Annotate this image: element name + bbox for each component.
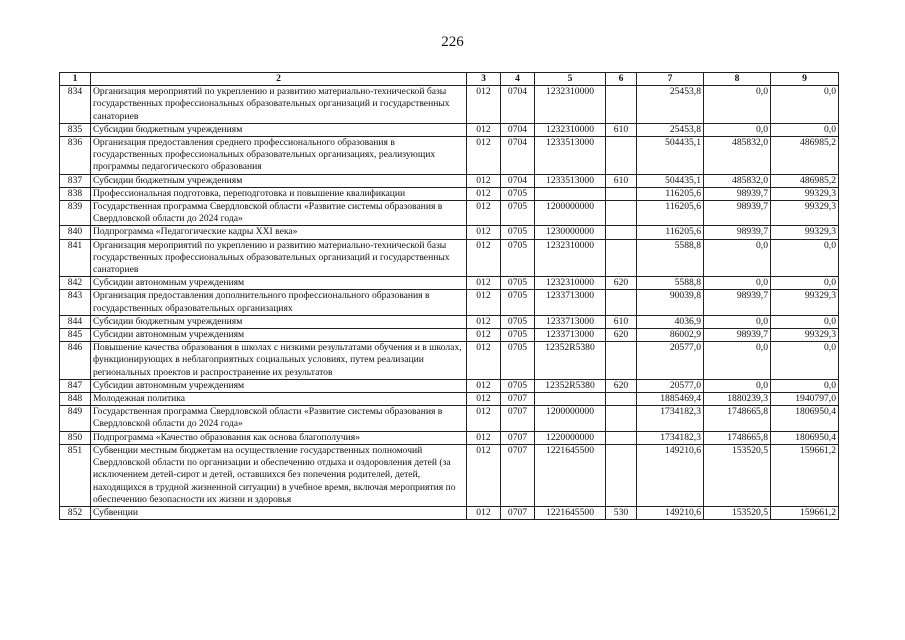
row-number-cell: 834 xyxy=(60,86,91,124)
row-number-cell: 846 xyxy=(60,342,91,380)
table-row xyxy=(60,290,839,315)
expense-type-cell xyxy=(606,187,637,200)
ministry-code-cell: 012 xyxy=(467,444,501,506)
column-header: 7 xyxy=(637,73,704,86)
amount-year1-cell: 86002,9 xyxy=(637,329,704,342)
section-code-cell: 0707 xyxy=(501,406,535,431)
ministry-code-cell: 012 xyxy=(467,315,501,328)
row-number-cell: 836 xyxy=(60,137,91,175)
amount-year3-cell: 0,0 xyxy=(771,239,839,277)
expense-type-cell xyxy=(606,137,637,175)
target-article-cell: 1200000000 xyxy=(535,201,606,226)
column-header: 9 xyxy=(771,73,839,86)
amount-year2-cell: 0,0 xyxy=(704,123,771,136)
amount-year2-cell: 1748665,8 xyxy=(704,406,771,431)
row-name-cell: Государственная программа Свердловской области «Развитие системы образования в Свердловской области до 2024 года» xyxy=(91,201,467,226)
table-body xyxy=(60,86,839,520)
amount-year1-cell: 504435,1 xyxy=(637,137,704,175)
table-row xyxy=(60,201,839,226)
ministry-code-cell: 012 xyxy=(467,342,501,380)
ministry-code-cell: 012 xyxy=(467,431,501,444)
section-code-cell: 0705 xyxy=(501,329,535,342)
amount-year2-cell: 98939,7 xyxy=(704,226,771,239)
amount-year1-cell: 504435,1 xyxy=(637,174,704,187)
row-number-cell: 851 xyxy=(60,444,91,506)
column-header: 5 xyxy=(535,73,606,86)
table-row xyxy=(60,226,839,239)
section-code-cell: 0707 xyxy=(501,506,535,519)
amount-year1-cell: 25453,8 xyxy=(637,123,704,136)
amount-year3-cell: 159661,2 xyxy=(771,506,839,519)
amount-year2-cell: 0,0 xyxy=(704,315,771,328)
table-row xyxy=(60,406,839,431)
row-name-cell: Субсидии бюджетным учреждениям xyxy=(91,315,467,328)
column-header: 6 xyxy=(606,73,637,86)
amount-year1-cell: 116205,6 xyxy=(637,226,704,239)
amount-year3-cell: 0,0 xyxy=(771,342,839,380)
row-number-cell: 844 xyxy=(60,315,91,328)
ministry-code-cell: 012 xyxy=(467,137,501,175)
section-code-cell: 0705 xyxy=(501,342,535,380)
target-article-cell: 1233513000 xyxy=(535,137,606,175)
expense-type-cell xyxy=(606,201,637,226)
expense-type-cell: 610 xyxy=(606,174,637,187)
amount-year3-cell: 486985,2 xyxy=(771,137,839,175)
ministry-code-cell: 012 xyxy=(467,329,501,342)
expense-type-cell: 610 xyxy=(606,123,637,136)
ministry-code-cell: 012 xyxy=(467,239,501,277)
target-article-cell: 1230000000 xyxy=(535,226,606,239)
amount-year2-cell: 98939,7 xyxy=(704,290,771,315)
amount-year3-cell: 1940797,0 xyxy=(771,393,839,406)
row-number-cell: 843 xyxy=(60,290,91,315)
expense-type-cell xyxy=(606,444,637,506)
amount-year3-cell: 99329,3 xyxy=(771,329,839,342)
target-article-cell: 1221645500 xyxy=(535,444,606,506)
target-article-cell: 1221645500 xyxy=(535,506,606,519)
amount-year3-cell: 0,0 xyxy=(771,379,839,392)
section-code-cell: 0707 xyxy=(501,431,535,444)
target-article-cell: 1233713000 xyxy=(535,329,606,342)
section-code-cell: 0704 xyxy=(501,123,535,136)
row-number-cell: 847 xyxy=(60,379,91,392)
column-header: 1 xyxy=(60,73,91,86)
amount-year2-cell: 153520,5 xyxy=(704,444,771,506)
target-article-cell: 1233713000 xyxy=(535,315,606,328)
section-code-cell: 0707 xyxy=(501,393,535,406)
budget-table xyxy=(59,72,839,520)
section-code-cell: 0705 xyxy=(501,277,535,290)
table-header-row xyxy=(60,73,839,86)
table-row xyxy=(60,239,839,277)
target-article-cell: 1232310000 xyxy=(535,239,606,277)
section-code-cell: 0705 xyxy=(501,315,535,328)
amount-year1-cell: 149210,6 xyxy=(637,506,704,519)
table-row xyxy=(60,315,839,328)
row-number-cell: 835 xyxy=(60,123,91,136)
row-name-cell: Организация предоставления среднего профессионального образования в государственных профессиональных образовательных организациях, реализующих программы педагогического образования xyxy=(91,137,467,175)
table-row xyxy=(60,506,839,519)
amount-year3-cell: 159661,2 xyxy=(771,444,839,506)
column-header: 3 xyxy=(467,73,501,86)
amount-year2-cell: 485832,0 xyxy=(704,137,771,175)
section-code-cell: 0705 xyxy=(501,226,535,239)
table-row xyxy=(60,329,839,342)
expense-type-cell: 610 xyxy=(606,315,637,328)
section-code-cell: 0707 xyxy=(501,444,535,506)
row-name-cell: Повышение качества образования в школах с низкими результатами обучения и в школах, функционирующих в неблагоприятных социальных условиях, путем реализации региональных проектов и распространение их результатов xyxy=(91,342,467,380)
amount-year3-cell: 486985,2 xyxy=(771,174,839,187)
amount-year1-cell: 1734182,3 xyxy=(637,406,704,431)
amount-year3-cell: 99329,3 xyxy=(771,226,839,239)
amount-year1-cell: 149210,6 xyxy=(637,444,704,506)
ministry-code-cell: 012 xyxy=(467,393,501,406)
expense-type-cell xyxy=(606,406,637,431)
amount-year2-cell: 0,0 xyxy=(704,342,771,380)
amount-year3-cell: 0,0 xyxy=(771,123,839,136)
column-header: 4 xyxy=(501,73,535,86)
target-article-cell: 1232310000 xyxy=(535,123,606,136)
table-row xyxy=(60,137,839,175)
row-name-cell: Субсидии бюджетным учреждениям xyxy=(91,174,467,187)
table-row xyxy=(60,431,839,444)
expense-type-cell xyxy=(606,342,637,380)
row-number-cell: 837 xyxy=(60,174,91,187)
row-name-cell: Подпрограмма «Качество образования как основа благополучия» xyxy=(91,431,467,444)
table-row xyxy=(60,174,839,187)
amount-year2-cell: 0,0 xyxy=(704,379,771,392)
row-name-cell: Субсидии бюджетным учреждениям xyxy=(91,123,467,136)
row-number-cell: 849 xyxy=(60,406,91,431)
table-row xyxy=(60,393,839,406)
amount-year2-cell: 1748665,8 xyxy=(704,431,771,444)
amount-year3-cell: 0,0 xyxy=(771,277,839,290)
expense-type-cell xyxy=(606,239,637,277)
page-number: 226 xyxy=(441,34,464,50)
amount-year1-cell: 1885469,4 xyxy=(637,393,704,406)
amount-year3-cell: 99329,3 xyxy=(771,201,839,226)
amount-year2-cell: 98939,7 xyxy=(704,187,771,200)
table-row xyxy=(60,342,839,380)
row-number-cell: 838 xyxy=(60,187,91,200)
row-number-cell: 839 xyxy=(60,201,91,226)
column-header: 2 xyxy=(91,73,467,86)
row-number-cell: 840 xyxy=(60,226,91,239)
amount-year3-cell: 0,0 xyxy=(771,315,839,328)
amount-year2-cell: 98939,7 xyxy=(704,201,771,226)
expense-type-cell: 620 xyxy=(606,277,637,290)
target-article-cell: 1232310000 xyxy=(535,86,606,124)
table-row xyxy=(60,379,839,392)
amount-year1-cell: 5588,8 xyxy=(637,239,704,277)
row-name-cell: Профессиональная подготовка, переподготовка и повышение квалификации xyxy=(91,187,467,200)
row-number-cell: 852 xyxy=(60,506,91,519)
target-article-cell: 1233713000 xyxy=(535,290,606,315)
target-article-cell: 1232310000 xyxy=(535,277,606,290)
row-name-cell: Субсидии автономным учреждениям xyxy=(91,277,467,290)
table-row xyxy=(60,123,839,136)
ministry-code-cell: 012 xyxy=(467,123,501,136)
row-number-cell: 842 xyxy=(60,277,91,290)
expense-type-cell xyxy=(606,393,637,406)
row-number-cell: 848 xyxy=(60,393,91,406)
amount-year2-cell: 1880239,3 xyxy=(704,393,771,406)
section-code-cell: 0705 xyxy=(501,379,535,392)
expense-type-cell xyxy=(606,86,637,124)
row-name-cell: Организация мероприятий по укреплению и развитию материально-технической базы государственных профессиональных образовательных организаций и государственных санаториев xyxy=(91,86,467,124)
section-code-cell: 0704 xyxy=(501,137,535,175)
row-name-cell: Субвенции xyxy=(91,506,467,519)
table-row xyxy=(60,444,839,506)
amount-year3-cell: 0,0 xyxy=(771,86,839,124)
target-article-cell: 1220000000 xyxy=(535,431,606,444)
amount-year2-cell: 0,0 xyxy=(704,239,771,277)
row-name-cell: Подпрограмма «Педагогические кадры XXI века» xyxy=(91,226,467,239)
row-name-cell: Организация мероприятий по укреплению и развитию материально-технической базы государственных профессиональных образовательных организаций и государственных санаториев xyxy=(91,239,467,277)
expense-type-cell: 530 xyxy=(606,506,637,519)
target-article-cell xyxy=(535,187,606,200)
row-number-cell: 850 xyxy=(60,431,91,444)
table-row xyxy=(60,86,839,124)
target-article-cell: 12352R5380 xyxy=(535,342,606,380)
section-code-cell: 0705 xyxy=(501,239,535,277)
amount-year1-cell: 4036,9 xyxy=(637,315,704,328)
ministry-code-cell: 012 xyxy=(467,174,501,187)
column-header: 8 xyxy=(704,73,771,86)
ministry-code-cell: 012 xyxy=(467,277,501,290)
ministry-code-cell: 012 xyxy=(467,86,501,124)
target-article-cell: 1200000000 xyxy=(535,406,606,431)
ministry-code-cell: 012 xyxy=(467,506,501,519)
amount-year2-cell: 98939,7 xyxy=(704,329,771,342)
amount-year1-cell: 20577,0 xyxy=(637,342,704,380)
row-name-cell: Субсидии автономным учреждениям xyxy=(91,379,467,392)
amount-year2-cell: 0,0 xyxy=(704,86,771,124)
expense-type-cell xyxy=(606,226,637,239)
amount-year2-cell: 485832,0 xyxy=(704,174,771,187)
amount-year1-cell: 116205,6 xyxy=(637,187,704,200)
expense-type-cell: 620 xyxy=(606,379,637,392)
expense-type-cell xyxy=(606,431,637,444)
row-name-cell: Субсидии автономным учреждениям xyxy=(91,329,467,342)
row-name-cell: Субвенции местным бюджетам на осуществление государственных полномочий Свердловской области по организации и обеспечению отдыха и оздоровления детей (за исключением детей-сирот и детей, оставшихся без попечения родителей, детей, находящихся в трудной жизненной ситуации) в учебное время, включая мероприятия по обеспечению безопасности их жизни и здоровья xyxy=(91,444,467,506)
section-code-cell: 0704 xyxy=(501,86,535,124)
amount-year1-cell: 1734182,3 xyxy=(637,431,704,444)
ministry-code-cell: 012 xyxy=(467,290,501,315)
section-code-cell: 0705 xyxy=(501,290,535,315)
section-code-cell: 0704 xyxy=(501,174,535,187)
expense-type-cell xyxy=(606,290,637,315)
ministry-code-cell: 012 xyxy=(467,379,501,392)
row-name-cell: Молодежная политика xyxy=(91,393,467,406)
row-number-cell: 841 xyxy=(60,239,91,277)
expense-type-cell: 620 xyxy=(606,329,637,342)
ministry-code-cell: 012 xyxy=(467,406,501,431)
amount-year1-cell: 25453,8 xyxy=(637,86,704,124)
amount-year3-cell: 99329,3 xyxy=(771,290,839,315)
row-name-cell: Организация предоставления дополнительного профессионального образования в государственных образовательных организациях xyxy=(91,290,467,315)
amount-year1-cell: 5588,8 xyxy=(637,277,704,290)
ministry-code-cell: 012 xyxy=(467,226,501,239)
amount-year1-cell: 20577,0 xyxy=(637,379,704,392)
target-article-cell: 12352R5380 xyxy=(535,379,606,392)
amount-year3-cell: 99329,3 xyxy=(771,187,839,200)
ministry-code-cell: 012 xyxy=(467,201,501,226)
section-code-cell: 0705 xyxy=(501,201,535,226)
target-article-cell: 1233513000 xyxy=(535,174,606,187)
section-code-cell: 0705 xyxy=(501,187,535,200)
table-row xyxy=(60,187,839,200)
amount-year3-cell: 1806950,4 xyxy=(771,431,839,444)
row-number-cell: 845 xyxy=(60,329,91,342)
ministry-code-cell: 012 xyxy=(467,187,501,200)
amount-year2-cell: 153520,5 xyxy=(704,506,771,519)
target-article-cell xyxy=(535,393,606,406)
amount-year1-cell: 90039,8 xyxy=(637,290,704,315)
amount-year1-cell: 116205,6 xyxy=(637,201,704,226)
amount-year3-cell: 1806950,4 xyxy=(771,406,839,431)
table-row xyxy=(60,277,839,290)
row-name-cell: Государственная программа Свердловской области «Развитие системы образования в Свердловской области до 2024 года» xyxy=(91,406,467,431)
amount-year2-cell: 0,0 xyxy=(704,277,771,290)
